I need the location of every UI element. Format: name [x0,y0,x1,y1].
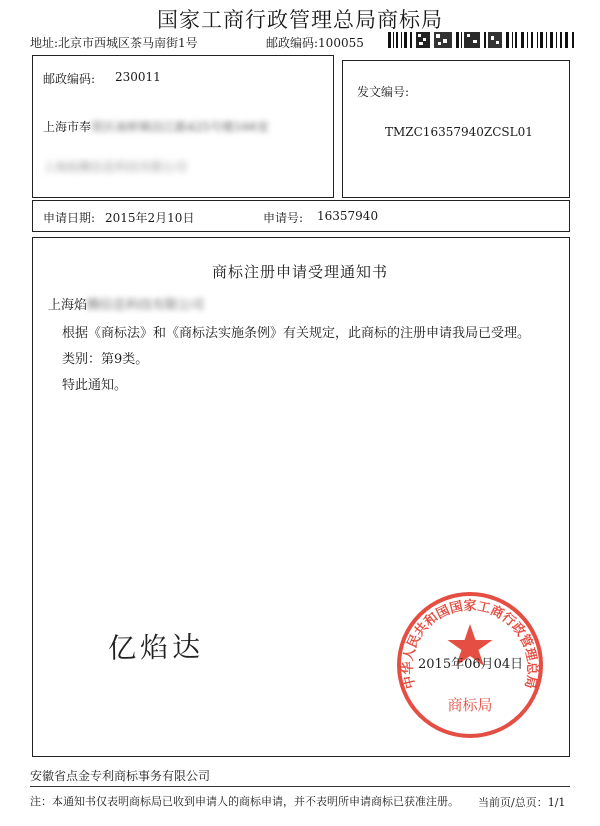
document-number-label: 发文编号: [357,85,410,99]
application-info-box [32,200,570,232]
notice-line-1: 根据《商标法》和《商标法实施条例》有关规定，此商标的注册申请我局已受理。 [62,326,531,341]
recipient-company-redacted: 上海焰腾信息科技有限公司 [43,160,188,174]
recipient-postal-label: 邮政编码: [43,72,96,86]
recipient-address-visible: 上海市奉 [43,120,92,134]
agent-name: 安徽省点金专利商标事务有限公司 [30,769,211,783]
recipient-postal-value: 230011 [115,70,161,84]
header-title: 国家工商行政管理总局商标局 [157,8,443,32]
application-number-value: 16357940 [317,209,379,223]
handwritten-signature: 亿焰达 [107,630,205,665]
addressee-visible: 上海焰 [48,298,88,313]
application-number-label: 申请号: [263,211,304,225]
page-indicator: 当前页/总页：1/1 [478,796,566,809]
footer-note: 注：本通知书仅表明商标局已收到申请人的商标申请，并不表明所申请商标已获准注册。 [30,795,459,808]
svg-text:商标局: 商标局 [447,696,493,714]
recipient-box [32,55,334,198]
stamp-date: 2015年06月04日 [418,657,524,672]
notice-title: 商标注册申请受理通知书 [211,263,388,281]
office-postal-code: 邮政编码:100055 [266,36,364,50]
footer-divider [30,786,570,787]
office-address: 地址:北京市西城区茶马南街1号 [30,36,198,50]
notice-line-3: 特此通知。 [62,378,128,393]
recipient-address [43,118,269,135]
document-number-value: TMZC16357940ZCSL01 [385,125,533,139]
application-date-label: 申请日期: [43,211,96,225]
notice-line-2: 类别：第9类。 [62,352,149,367]
recipient-address-redacted: 贤区南桥镇沿江路425号楼166室 [91,120,269,134]
barcode-icon [388,30,578,50]
addressee-redacted: 腾信息科技有限公司 [87,298,205,313]
application-date-value: 2015年2月10日 [105,211,195,225]
document-number-box [342,60,570,198]
notice-addressee [48,294,204,313]
svg-text:中华人民共和国国家工商行政管理总局: 中华人民共和国国家工商行政管理总局 [400,599,540,690]
